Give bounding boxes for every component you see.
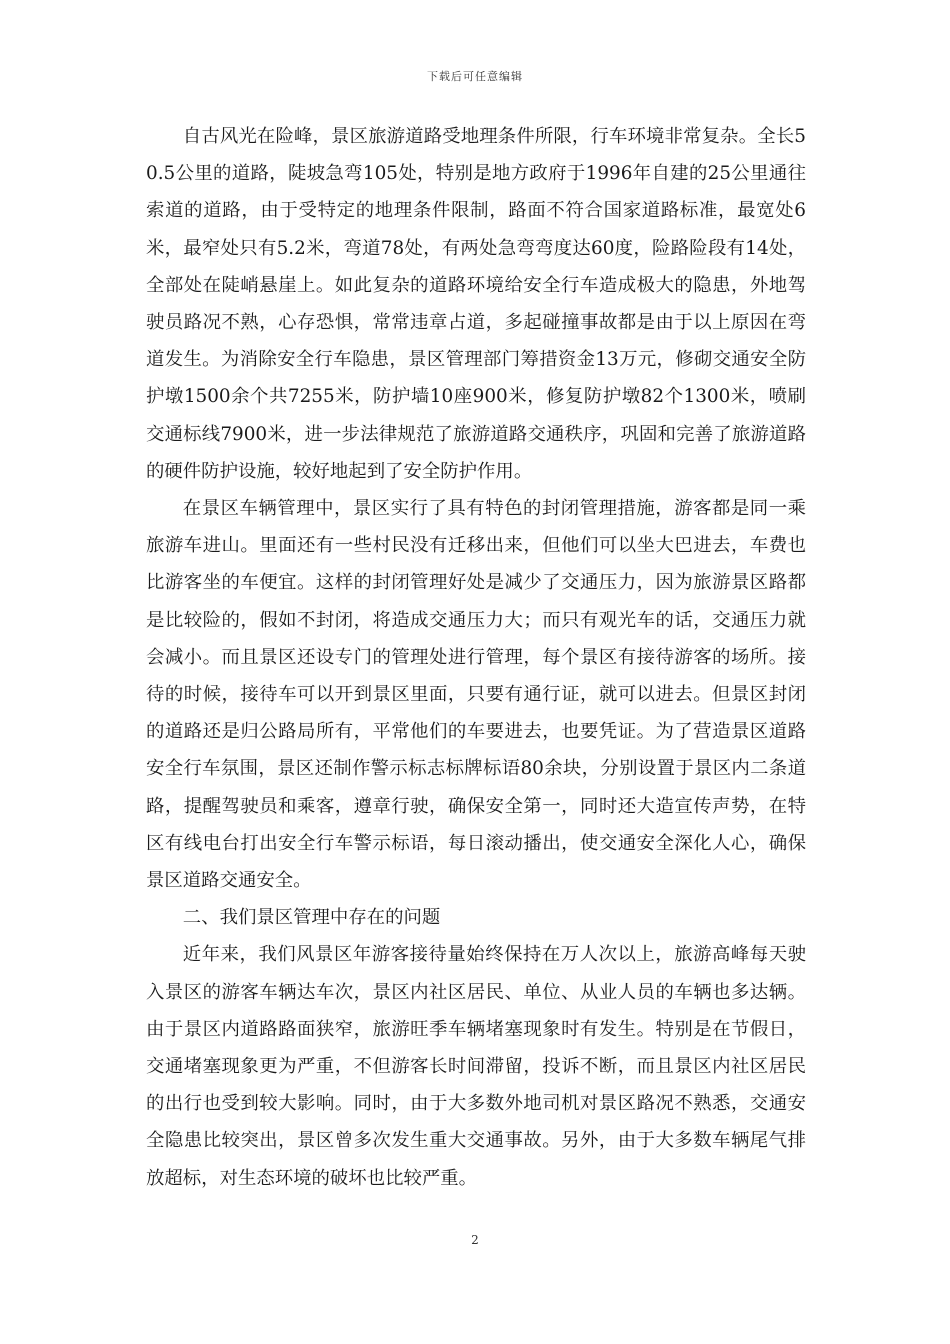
paragraph-existing-problems: 近年来，我们风景区年游客接待量始终保持在万人次以上，旅游高峰每天驶入景区的游客车辆达车次，景区内社区居民、单位、从业人员的车辆也多达辆。由于景区内道路路面狭窄，旅游旺季车辆堵塞现象时有发生。特别是在节假日，交通堵塞现象更为严重，不但游客长时间滞留，投诉不断，而且景区内社区居民的出行也受到较大影响。同时，由于大多数外地司机对景区路况不熟悉，交通安全隐患比较突出，景区曾多次发生重大交通事故。另外，由于大多数车辆尾气排放超标，对生态环境的破坏也比较严重。 [146,944,806,1189]
paragraph-road-conditions: 自古风光在险峰，景区旅游道路受地理条件所限，行车环境非常复杂。全长50.5公里的道路，陡坡急弯105处，特别是地方政府于1996年自建的25公里通往索道的道路，由于受特定的地理条件限制，路面不符合国家道路标准，最宽处6米，最窄处只有5.2米，弯道78处，有两处急弯弯度达60度，险路险段有14处，全部处在陡峭悬崖上。如此复杂的道路环境给安全行车造成极大的隐患，外地驾驶员路况不熟，心存恐惧，常常违章占道，多起碰撞事故都是由于以上原因在弯道发生。为消除安全行车隐患，景区管理部门筹措资金13万元，修砌交通安全防护墩1500余个共7255米，防护墙10座900米，修复防护墩82个1300米，喷刷交通标线7900米，进一步法律规范了旅游道路交通秩序，巩固和完善了旅游道路的硬件防护设施，较好地起到了安全防护作用。 [146,126,806,482]
document-body [146,118,806,1197]
paragraph-vehicle-management: 在景区车辆管理中，景区实行了具有特色的封闭管理措施，游客都是同一乘旅游车进山。里面还有一些村民没有迁移出来，但他们可以坐大巴进去，车费也比游客坐的车便宜。这样的封闭管理好处是减少了交通压力，因为旅游景区路都是比较险的，假如不封闭，将造成交通压力大；而只有观光车的话，交通压力就会减小。而且景区还设专门的管理处进行管理，每个景区有接待游客的场所。接待的时候，接待车可以开到景区里面，只要有通行证，就可以进去。但景区封闭的道路还是归公路局所有，平常他们的车要进去，也要凭证。为了营造景区道路安全行车氛围，景区还制作警示标志标牌标语80余块，分别设置于景区内二条道路，提醒驾驶员和乘客，遵章行驶，确保安全第一，同时还大造宣传声势，在特区有线电台打出安全行车警示标语，每日滚动播出，使交通安全深化人心，确保景区道路交通安全。 [146,498,806,892]
page-header: 下载后可任意编辑 [427,70,523,83]
section-heading-problems: 二、我们景区管理中存在的问题 [182,907,441,929]
page-number: 2 [471,1233,479,1247]
